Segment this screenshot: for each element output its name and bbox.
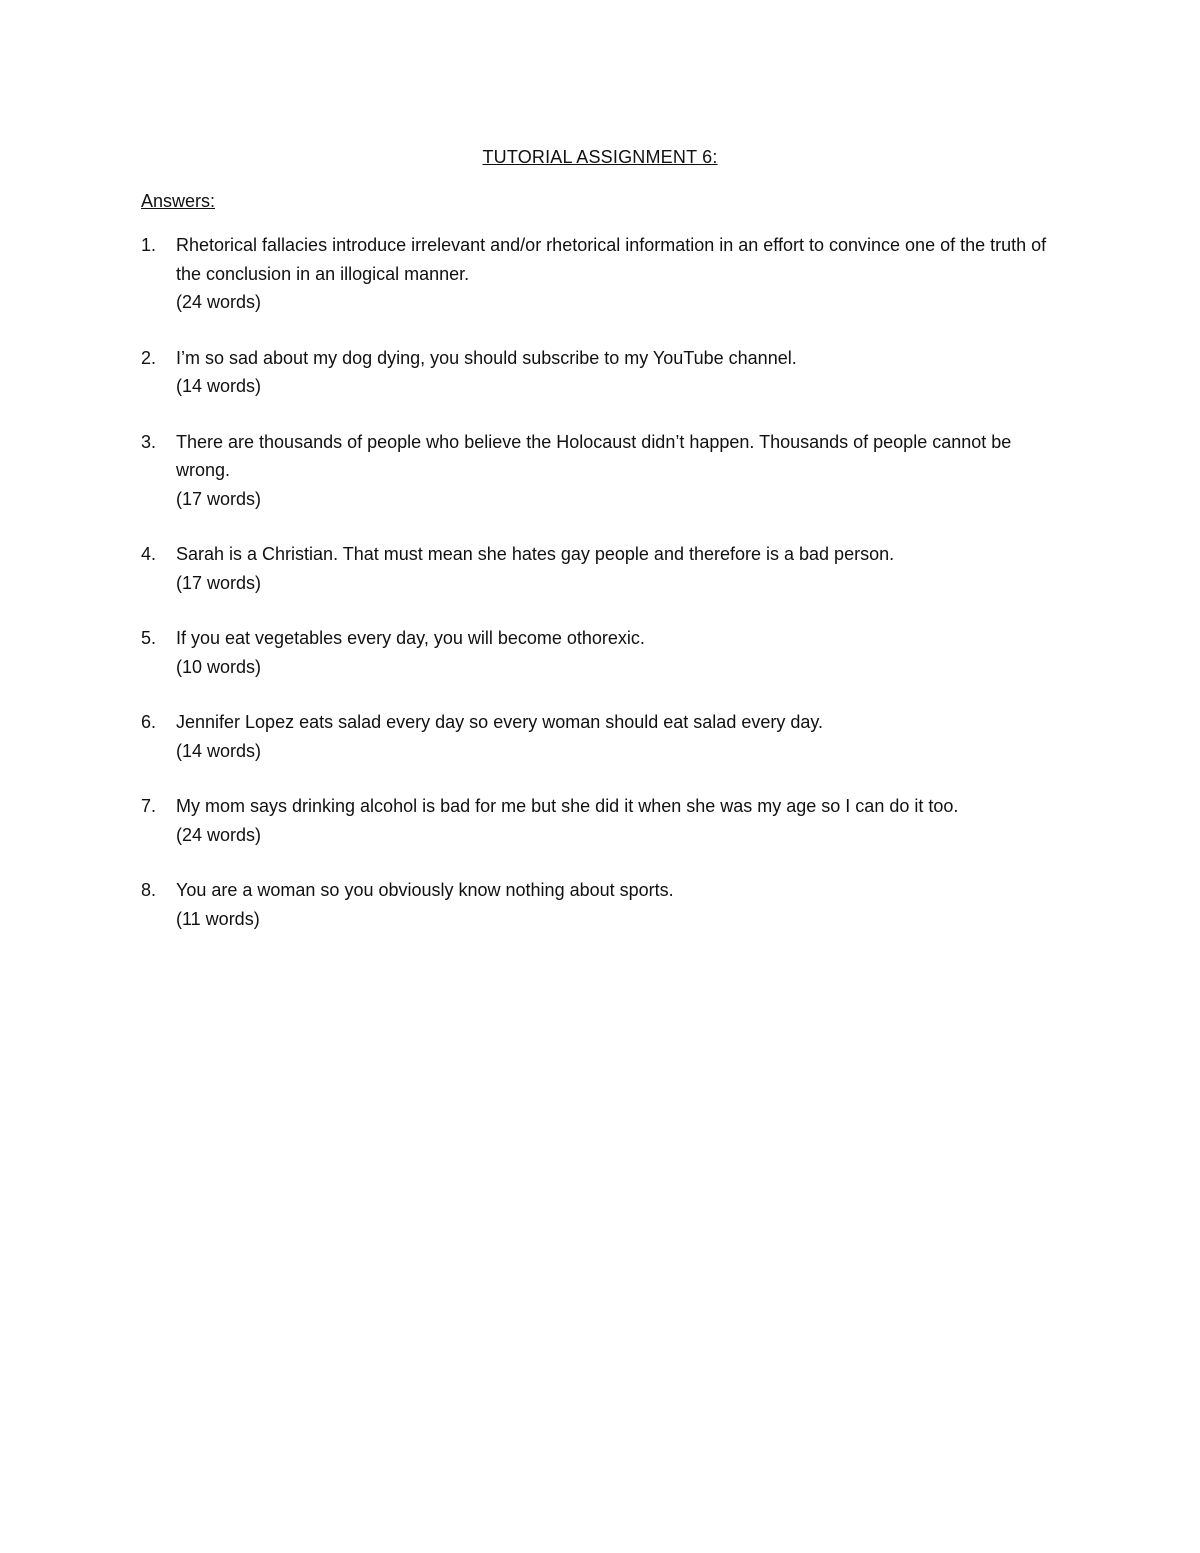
list-item [141, 344, 1061, 401]
answers-heading: Answers: [141, 191, 216, 211]
list-item [141, 624, 1061, 681]
answer-number: 3. [141, 431, 157, 452]
answer-word-count: (17 words) [176, 572, 262, 593]
answer-text: You are a woman so you obviously know nothing about sports. [176, 880, 674, 900]
answer-text: There are thousands of people who believe the Holocaust didn’t happen. Thousands of people cannot be wrong. [176, 431, 1012, 480]
answer-text: If you eat vegetables every day, you will become othorexic. [176, 628, 645, 648]
list-item [141, 876, 1061, 933]
answer-number: 7. [141, 796, 157, 816]
list-item [141, 708, 1061, 765]
answer-number: 6. [141, 712, 157, 732]
answer-text: Rhetorical fallacies introduce irrelevant and/or rhetorical information in an effort to convince one of the truth of the conclusion in an illogical manner. [176, 235, 1047, 284]
answer-word-count: (24 words) [176, 292, 262, 312]
list-item [141, 792, 1061, 849]
answer-word-count: (24 words) [176, 824, 262, 845]
answer-word-count: (17 words) [176, 488, 262, 509]
answer-word-count: (14 words) [176, 740, 262, 761]
answer-word-count: (11 words) [176, 908, 260, 929]
answer-list [141, 231, 1061, 960]
answer-number: 2. [141, 347, 157, 368]
answer-number: 4. [141, 544, 157, 564]
answer-word-count: (10 words) [176, 656, 262, 677]
list-item [141, 540, 1061, 597]
answer-text: Sarah is a Christian. That must mean she hates gay people and therefore is a bad person. [176, 544, 895, 564]
answer-number: 5. [141, 628, 157, 648]
page-title: TUTORIAL ASSIGNMENT 6: [482, 147, 718, 167]
list-item [141, 231, 1061, 317]
answer-number: 8. [141, 880, 157, 900]
answer-text: I’m so sad about my dog dying, you should subscribe to my YouTube channel. [176, 347, 797, 368]
answer-number: 1. [141, 235, 157, 255]
answer-text: My mom says drinking alcohol is bad for me but she did it when she was my age so I can do it too. [176, 796, 959, 816]
answer-word-count: (14 words) [176, 376, 262, 396]
list-item [141, 428, 1061, 514]
answer-text: Jennifer Lopez eats salad every day so every woman should eat salad every day. [176, 712, 824, 732]
